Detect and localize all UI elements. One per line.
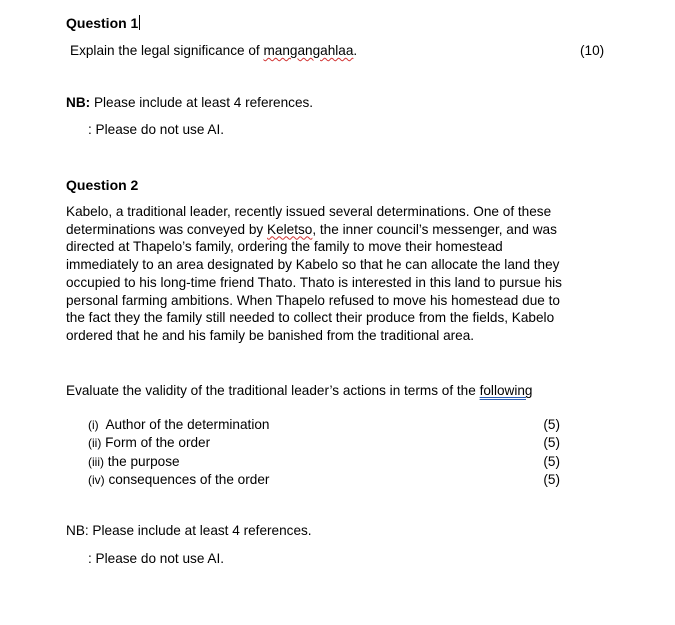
question-1-prompt: Explain the legal significance of mangangahlaa. (70, 43, 358, 58)
question-1-title: Question 1 (66, 15, 139, 31)
question-2-instruction: Evaluate the validity of the traditional leader’s actions in terms of the following (66, 383, 533, 398)
question-2-note: : Please do not use AI. (88, 551, 225, 566)
question-2-scenario: Kabelo, a traditional leader, recently issued several determinations. One of these determinations was conveyed by Keletso, the inner council’s messenger, and was directed at Thapelo’s family, ordering the family to move their homestead immediately to an area designated by Kabelo so that he can allocate the land they occupied to his long-time friend Thato. Thato is interested in this land to pursue his personal farming ambitions. When Thapelo refused to move his homestead due to the fact they the family still needed to collect their produce from the fields, Kabelo ordered that he and his family be banished from the traditional area. (66, 204, 562, 343)
subquestion-marks: (5) (543, 472, 560, 488)
subquestion-marks: (5) (543, 435, 560, 451)
question-1-marks: (10) (580, 43, 605, 58)
question-2-title: Question 2 (66, 177, 139, 193)
misspelled-name[interactable]: Keletso (267, 221, 313, 237)
subquestion-item: (i) Author of the determination (5) (88, 416, 560, 434)
question-2-subquestions (88, 416, 560, 490)
subquestion-item: (iv) consequences of the order (5) (88, 471, 560, 489)
question-2-nb: NB: Please include at least 4 references. (66, 523, 312, 538)
question-1-note: : Please do not use AI. (88, 122, 225, 137)
text-cursor (139, 15, 140, 30)
subquestion-item: (iii) the purpose (5) (88, 453, 560, 471)
subquestion-marks: (5) (543, 453, 560, 469)
misspelled-term[interactable]: mangangahlaa (263, 43, 354, 58)
subquestion-marks: (5) (543, 417, 560, 432)
grammar-flagged-word[interactable]: following (479, 383, 533, 398)
subquestion-item: (ii) Form of the order (5) (88, 434, 560, 452)
question-1-nb: NB: Please include at least 4 references. (66, 95, 314, 110)
